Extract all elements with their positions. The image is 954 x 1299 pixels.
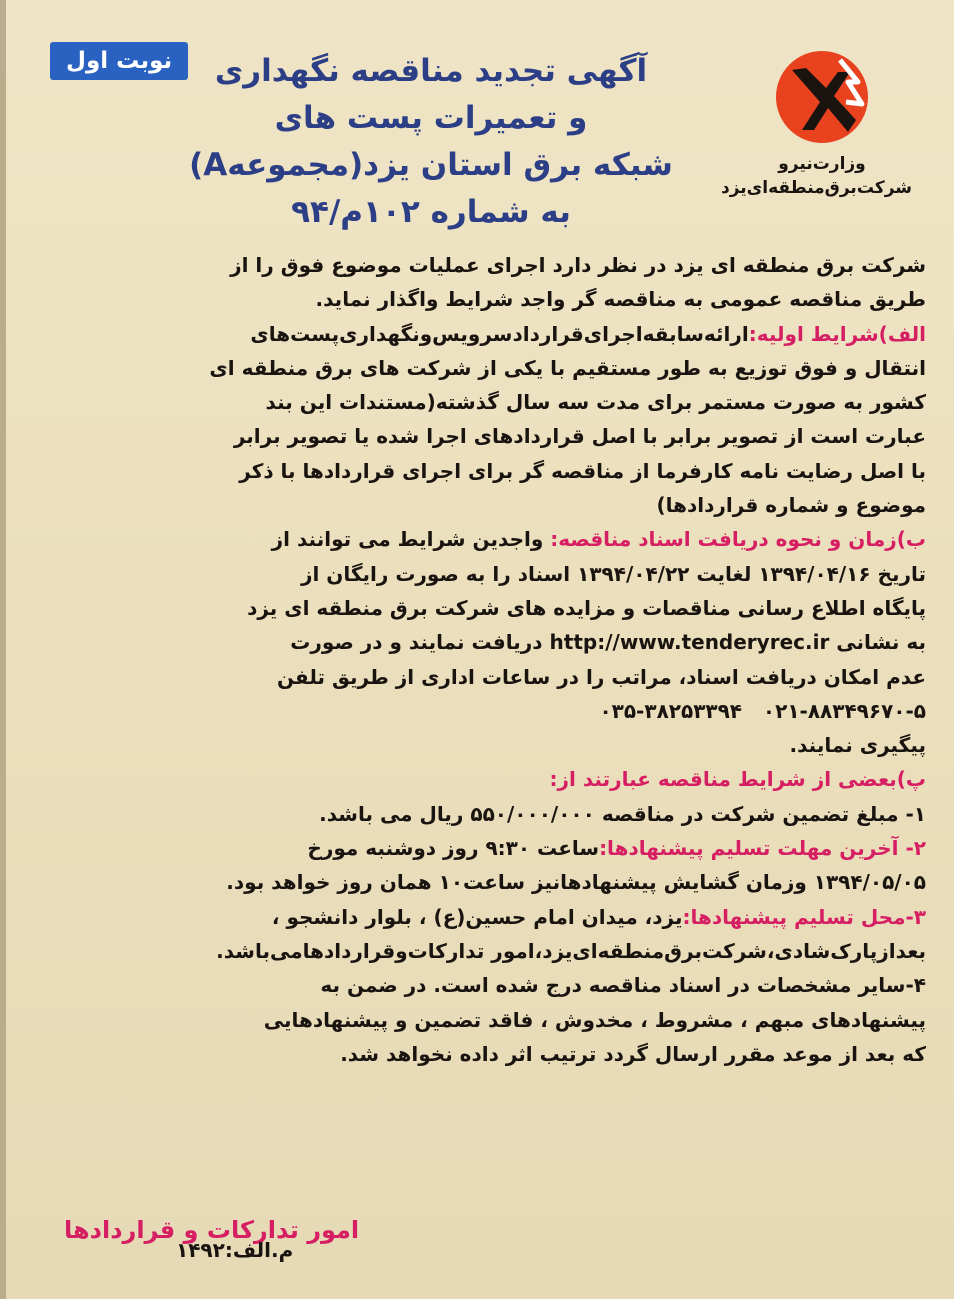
body-line: که بعد از موعد مقرر ارسال گردد ترتیب اثر داده نخواهد شد. xyxy=(340,1041,926,1066)
condition-label: ۳-محل تسلیم پیشنهادها: xyxy=(682,904,926,929)
body-text: واجدین شرایط می توانند از xyxy=(271,527,544,552)
section-c-heading: پ)بعضی از شرایط مناقصه عبارتند از: xyxy=(549,767,926,792)
body-line: پایگاه اطلاع رسانی مناقصات و مزایده های شرکت برق منطقه ای یزد xyxy=(247,595,926,620)
phone-line xyxy=(30,694,926,728)
company-logo xyxy=(721,42,912,200)
tender-website-link[interactable]: http://www.tenderyrec.ir xyxy=(549,630,830,655)
signature: امور تدارکات و قراردادها xyxy=(64,1216,360,1244)
body-line: شرکت برق منطقه ای یزد در نظر دارد اجرای عملیات موضوع فوق را از xyxy=(230,253,926,277)
title-line: آگهی تجدید مناقصه نگهداری xyxy=(214,53,648,89)
body-text: دریافت نمایند و در صورت xyxy=(290,630,543,655)
section-a-heading: الف)شرایط اولیه: xyxy=(748,321,926,346)
header xyxy=(36,30,934,245)
body-line: پیشنهادهای مبهم ، مشروط ، مخدوش ، فاقد تضمین و پیشنهادهایی xyxy=(263,1007,926,1032)
body-line: انتقال و فوق توزیع به طور مستقیم با یکی از شرکت های برق منطقه ای xyxy=(209,355,926,380)
announcement-title xyxy=(171,48,691,236)
condition-item: ۱- مبلغ تضمین شرکت در مناقصه ۵۵۰/۰۰۰/۰۰۰ ریال می باشد. xyxy=(319,801,926,826)
body-text: یزد، میدان امام حسین(ع) ، بلوار دانشجو ، xyxy=(271,904,683,929)
phone-number: ۰۲۱-۸۸۳۴۹۶۷۰-۵ xyxy=(762,698,926,723)
body-line: کشور به صورت مستمر برای مدت سه سال گذشته(مستندات این بند xyxy=(265,390,926,415)
body-text: ارائه‌سابقه‌اجرای‌قرارداد‌سرویس‌ونگهداری‌پست‌های xyxy=(250,321,749,346)
title-line: و تعمیرات پست های xyxy=(274,100,588,136)
body-line: بعداز‌پارک‌شادی،شرکت‌برق‌منطقه‌ای‌یزد،امور تدارکات‌وقراردادهامی‌باشد. xyxy=(216,938,926,963)
section-b-first-line xyxy=(30,522,926,556)
body-line: موضوع و شماره قراردادها) xyxy=(656,493,926,518)
condition-item xyxy=(30,831,926,865)
condition-item xyxy=(30,900,926,934)
url-line xyxy=(30,625,926,659)
body-line: با اصل رضایت نامه کارفرما از مناقصه گر برای اجرای قراردادها با ذکر xyxy=(239,458,926,483)
ad-code: م.الف:۱۴۹۲ xyxy=(176,1238,294,1262)
body-line: ۱۳۹۴/۰۵/۰۵ وزمان گشایش پیشنهادهانیز ساعت۱۰ همان روز خواهد بود. xyxy=(226,870,926,895)
body-line: تاریخ ۱۳۹۴/۰۴/۱۶ لغایت ۱۳۹۴/۰۴/۲۲ اسناد را به صورت رایگان از xyxy=(300,561,926,586)
announcement-body xyxy=(30,248,926,1071)
body-line: پیگیری نمایند. xyxy=(789,733,926,758)
condition-label: ۲- آخرین مهلت تسلیم پیشنهادها: xyxy=(599,836,926,861)
body-line: عدم امکان دریافت اسناد، مراتب را در ساعات اداری از طریق تلفن xyxy=(276,664,926,689)
title-line: شبکه برق استان یزد(مجموعهA) xyxy=(189,147,673,183)
publication-badge: نوبت اول xyxy=(50,42,188,80)
condition-item: ۴-سایر مشخصات در اسناد مناقصه درج شده است. در ضمن به xyxy=(320,973,926,998)
section-a-first-line xyxy=(30,317,926,351)
company-name: شرکت‌برق‌منطقه‌ای‌یزد xyxy=(721,178,912,198)
section-b-heading: ب)زمان و نحوه دریافت اسناد مناقصه: xyxy=(550,527,926,552)
body-line: طریق مناقصه عمومی به مناقصه گر واجد شرایط واگذار نماید. xyxy=(315,287,926,312)
body-text: ساعت ۹:۳۰ روز دوشنبه مورخ xyxy=(307,836,600,861)
power-logo-icon xyxy=(762,42,882,152)
body-line: عبارت است از تصویر برابر با اصل قراردادهای اجرا شده یا تصویر برابر xyxy=(233,424,926,449)
title-line: به شماره ۱۰۲م/۹۴ xyxy=(291,194,571,230)
body-text: به نشانی xyxy=(836,630,926,655)
ministry-name: وزارت‌نیرو xyxy=(778,154,866,174)
phone-number: ۰۳۵-۳۸۲۵۳۳۹۴ xyxy=(599,698,743,723)
